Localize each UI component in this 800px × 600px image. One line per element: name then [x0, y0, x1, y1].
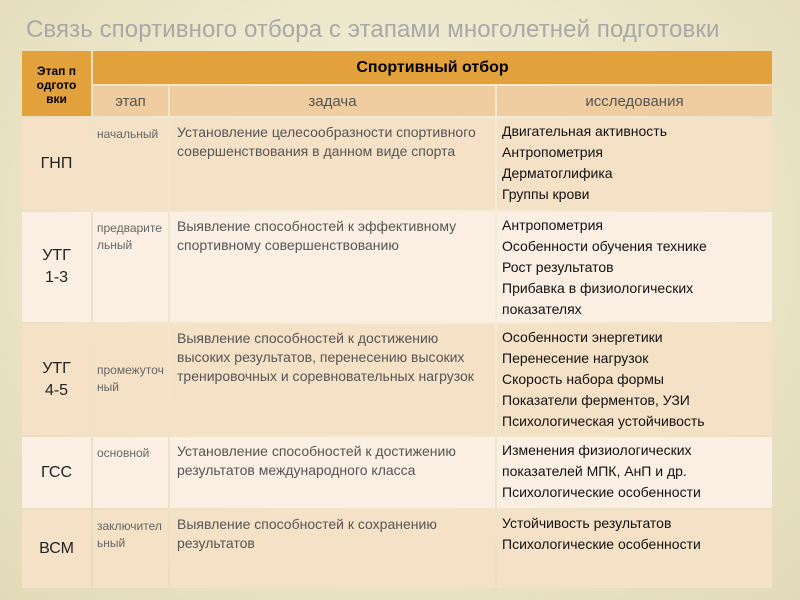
table-row [22, 212, 772, 322]
subheader-kind: этап [93, 86, 168, 116]
kind-cell: предварительный [93, 212, 168, 322]
kind-cell: заключительный [93, 510, 168, 588]
task-cell: Установление целесообразности спортивного совершенствования в данном виде спорта [170, 118, 495, 210]
task-cell: Выявление способностей к эффективному спортивному совершенствованию [170, 212, 495, 322]
header-row [22, 51, 772, 84]
studies-cell [497, 212, 772, 322]
studies-cell [497, 324, 772, 435]
study-item: Дерматоглифика [502, 165, 613, 181]
task-cell: Выявление способностей к сохранению результатов [170, 510, 495, 588]
kind-cell: промежуточный [93, 324, 168, 435]
task-cell: Выявление способностей к достижению высоких результатов, перенесению высоких тренировочных и соревновательных нагрузок [170, 324, 495, 435]
table-row [22, 510, 772, 588]
stage-cell: УТГ 1-3 [22, 212, 91, 322]
table-row [22, 324, 772, 435]
study-item: Психологические особенности [502, 484, 701, 500]
stage-cell: ВСМ [22, 510, 91, 588]
study-item: Изменения физиологических показателей МПК, АнП и др. [502, 442, 692, 479]
study-item: Перенесение нагрузок [502, 350, 649, 366]
sport-selection-header: Спортивный отбор [93, 51, 772, 84]
studies-cell [497, 510, 772, 588]
studies-cell [497, 437, 772, 508]
table-row [22, 437, 772, 508]
slide-title: Связь спортивного отбора с этапами многолетней подготовки [26, 16, 720, 43]
study-item: Психологическая устойчивость [502, 413, 705, 429]
study-item: Скорость набора формы [502, 371, 664, 387]
selection-table [20, 49, 774, 590]
stage-cell: ГНП [22, 118, 91, 210]
kind-cell: начальный [93, 118, 168, 210]
subheader-studies: исследования [497, 86, 772, 116]
study-item: Показатели ферментов, УЗИ [502, 392, 690, 408]
study-item: Психологические особенности [502, 536, 701, 552]
study-item: Антропометрия [502, 144, 603, 160]
stage-cell: УТГ 4-5 [22, 324, 91, 435]
study-item: Особенности обучения технике [502, 238, 707, 254]
study-item: Двигательная активность [502, 123, 668, 139]
task-cell: Установление способностей к достижению результатов международного класса [170, 437, 495, 508]
study-item: Рост результатов [502, 259, 614, 275]
stage-cell: ГСС [22, 437, 91, 508]
study-item: Группы крови [502, 186, 590, 202]
study-item: Прибавка в физиологических показателях [502, 280, 694, 317]
subheader-row [22, 86, 772, 116]
study-item: Особенности энергетики [502, 329, 663, 345]
table-row [22, 118, 772, 210]
subheader-task: задача [170, 86, 495, 116]
stage-column-header: Этап подготовки [22, 51, 91, 116]
study-item: Устойчивость результатов [502, 515, 672, 531]
studies-cell [497, 118, 772, 210]
study-item: Антропометрия [502, 217, 603, 233]
kind-cell: основной [93, 437, 168, 508]
